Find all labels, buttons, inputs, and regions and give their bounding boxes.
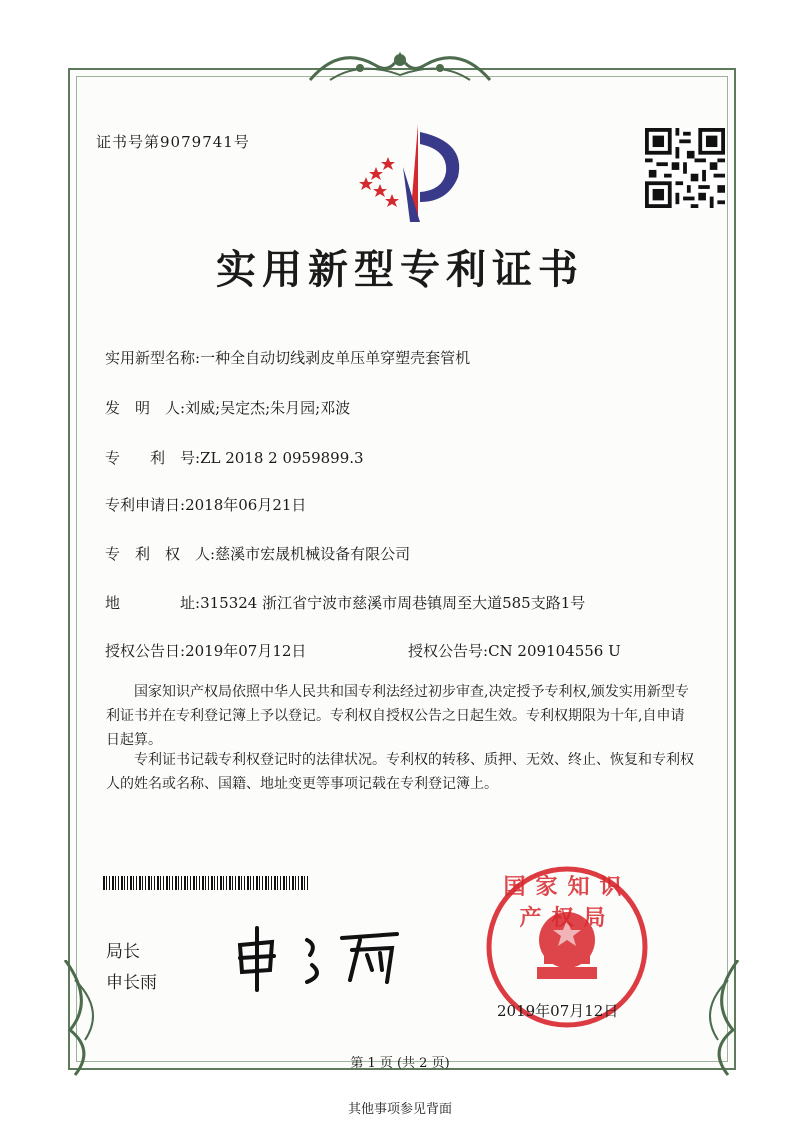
field-label: 专 利 权 人: (105, 545, 216, 563)
field-value: 2018年06月21日 (185, 496, 307, 514)
cnipa-logo-icon (348, 122, 468, 227)
certificate-number-suffix: 号 (233, 133, 250, 151)
field-grant-number (408, 640, 621, 661)
top-ornament (300, 40, 500, 95)
certificate-number-label: 证书号第 (96, 133, 161, 151)
field-grant-date (105, 640, 306, 661)
seal-date: 2019年07月12日 (497, 1002, 619, 1020)
field-patent-number (105, 447, 364, 468)
certificate-number (96, 131, 250, 152)
field-label: 地 址: (105, 594, 201, 612)
field-value: ZL 2018 2 0959899.3 (200, 449, 364, 467)
handwritten-signature (232, 920, 412, 995)
signer-name: 申长雨 (106, 973, 157, 993)
field-utility-model-name (105, 347, 470, 368)
field-label: 实用新型名称: (105, 349, 201, 367)
field-inventors (105, 397, 350, 418)
field-value: 慈溪市宏晟机械设备有限公司 (215, 545, 411, 563)
paragraph-grant-statement: 国家知识产权局依照中华人民共和国专利法经过初步审查,决定授予专利权,颁发实用新型专利证书并在专利登记簿上予以登记。专利权自授权公告之日起生效。专利权期限为十年,自申请日起算。 (106, 684, 689, 748)
signer-title: 局长 (106, 942, 140, 962)
field-patentee (105, 543, 410, 564)
seal-text: 国家知识产权局 (503, 874, 632, 931)
field-address (105, 592, 585, 613)
certificate-title: 实用新型专利证书 (216, 246, 584, 293)
field-value: CN 209104556 U (488, 642, 621, 660)
field-label: 发 明 人: (105, 399, 186, 417)
field-label: 专利申请日: (105, 496, 186, 514)
back-note: 其他事项参见背面 (347, 1102, 452, 1117)
field-label: 专 利 号: (105, 449, 201, 467)
field-value: 2019年07月12日 (185, 642, 307, 660)
page-info: 第 1 页 (共 2 页) (350, 1056, 450, 1071)
certificate-number-value: 9079741 (160, 133, 234, 151)
field-label: 授权公告号: (408, 642, 489, 660)
paragraph-legal-status: 专利证书记载专利权登记时的法律状况。专利权的转移、质押、无效、终止、恢复和专利权人的姓名或名称、国籍、地址变更等事项记载在专利登记簿上。 (106, 752, 694, 792)
field-value: 一种全自动切线剥皮单压单穿塑壳套管机 (200, 349, 471, 367)
barcode (103, 876, 308, 890)
qr-code-icon (645, 128, 725, 208)
field-application-date (105, 494, 306, 515)
field-label: 授权公告日: (105, 642, 186, 660)
field-value: 刘威;吴定杰;朱月园;邓波 (185, 399, 351, 417)
field-value: 315324 浙江省宁波市慈溪市周巷镇周至大道585支路1号 (200, 594, 586, 612)
